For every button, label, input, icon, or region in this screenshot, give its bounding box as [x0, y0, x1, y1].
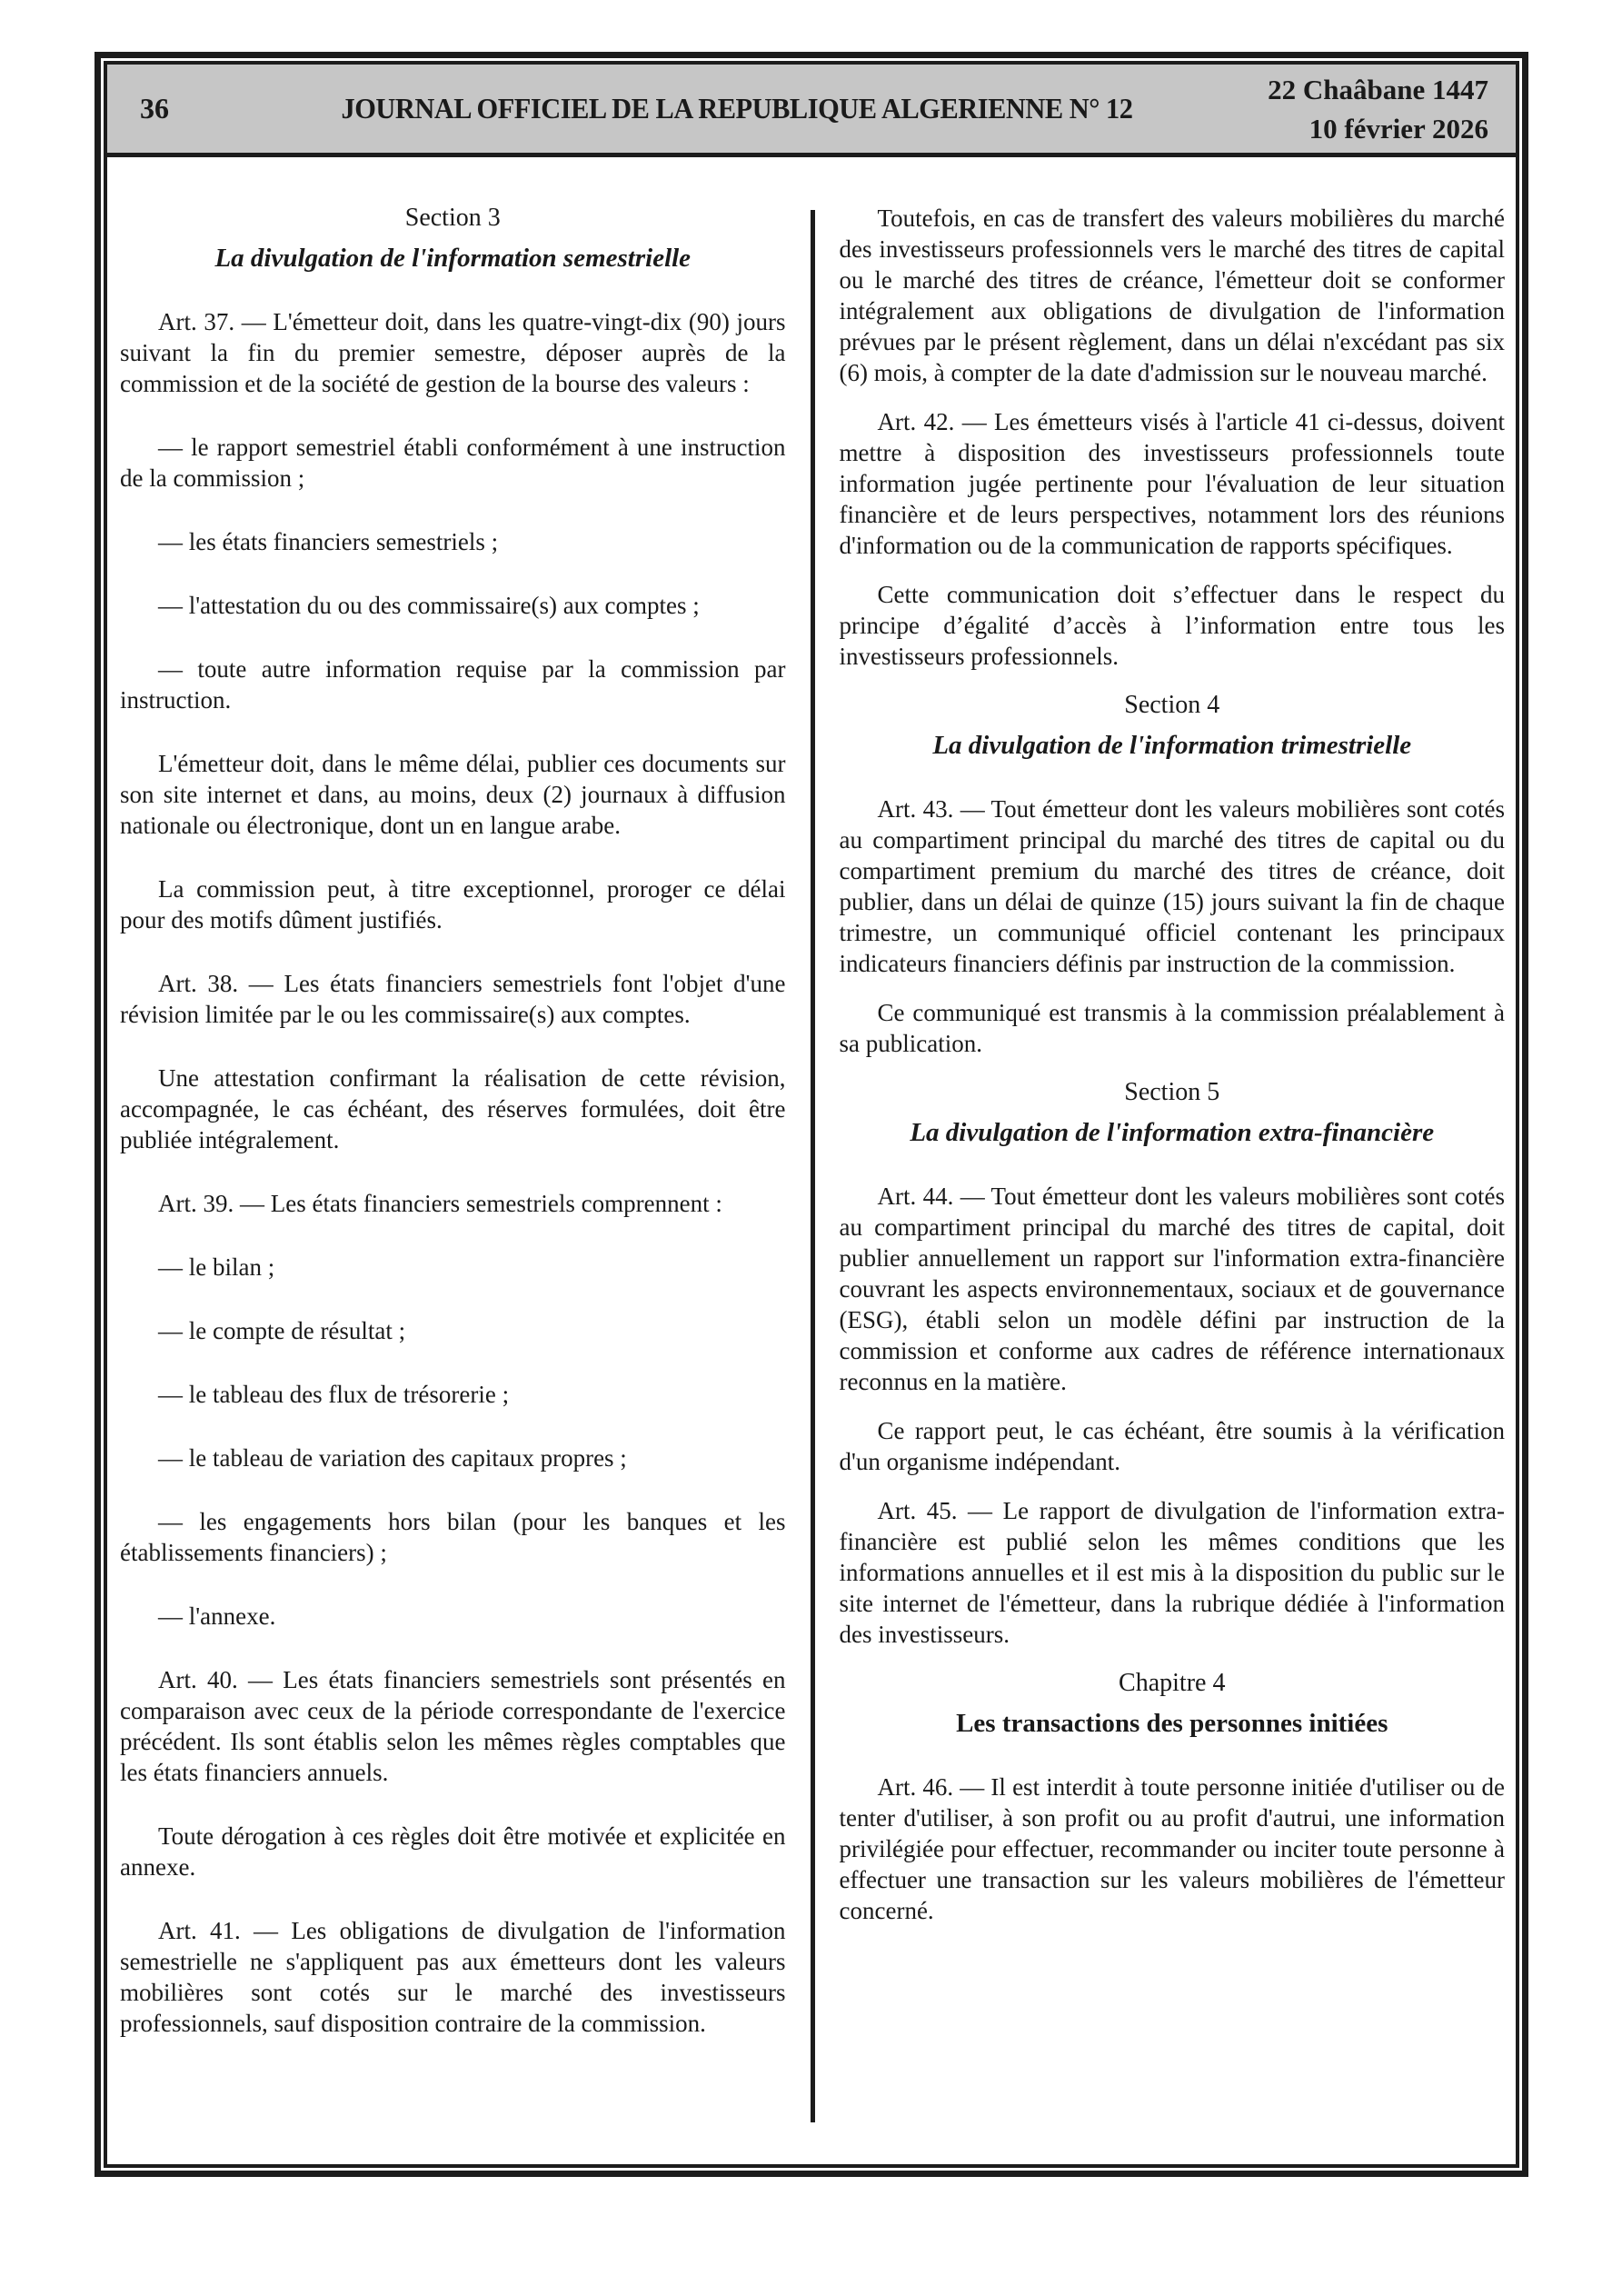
article-paragraph: Ce rapport peut, le cas échéant, être soumis à la vérification d'un organisme indépendant.: [839, 1417, 1505, 1475]
article-paragraph: — le tableau de variation des capitaux propres ;: [158, 1444, 627, 1472]
page-content: [107, 157, 1516, 2164]
page-frame-outer: [95, 52, 1528, 2177]
section-subtitle: La divulgation de l'information semestrielle: [214, 244, 692, 273]
article-paragraph: — le bilan ;: [158, 1253, 275, 1281]
date-hijri: 22 Chaâbane 1447: [1268, 73, 1488, 105]
section-subtitle: La divulgation de l'information trimestrielle: [932, 731, 1412, 760]
article-paragraph: Art. 43. — Tout émetteur dont les valeurs mobilières sont cotés au compartiment principal du marché des titres de capital ou du compartiment premium du marché des titres de créance, doit publier, dans un délai de quinze (15) jours suivant la fin de chaque trimestre, un communiqué officiel contenant les principaux indicateurs financiers définis par instruction de la commission.: [839, 795, 1505, 977]
article-paragraph: Art. 46. — Il est interdit à toute personne initiée d'utiliser ou de tenter d'utiliser, à son profit ou au profit d'autrui, une information privilégiée pour effectuer, recommander ou inciter toute personne à effectuer une transaction sur les valeurs mobilières de l'émetteur concerné.: [839, 1773, 1505, 1924]
article-paragraph: Ce communiqué est transmis à la commission préalablement à sa publication.: [839, 999, 1505, 1057]
column-right: [840, 203, 1506, 2164]
header-dates: [1189, 70, 1516, 148]
page-frame-inner: [104, 61, 1519, 2168]
article-paragraph: — toute autre information requise par la commission par instruction.: [120, 655, 786, 714]
article-paragraph: Cette communication doit s’effectuer dans le respect du principe d’égalité d’accès à l’information entre tous les investisseurs professionnels.: [839, 581, 1505, 670]
article-paragraph: — le compte de résultat ;: [158, 1317, 406, 1344]
chapter-subtitle: Les transactions des personnes initiées: [956, 1709, 1388, 1738]
page-number: 36: [140, 92, 169, 125]
article-paragraph: — l'annexe.: [158, 1602, 276, 1630]
article-paragraph: La commission peut, à titre exceptionnel, proroger ce délai pour des motifs dûment justifiés.: [120, 875, 786, 933]
section-subtitle: La divulgation de l'information extra-financière: [910, 1118, 1435, 1147]
header-band: [107, 65, 1516, 157]
article-paragraph: Art. 44. — Tout émetteur dont les valeurs mobilières sont cotés au compartiment principal du marché des titres de capital, doit publier annuellement un rapport sur l'information extra-financière couvrant les aspects environnementaux, sociaux et de gouvernance (ESG), établi selon un modèle défini par instruction de la commission et conforme aux cadres de référence internationaux reconnus en la matière.: [839, 1183, 1505, 1395]
date-gregorian: 10 février 2026: [1309, 112, 1488, 145]
article-paragraph: Toutefois, en cas de transfert des valeurs mobilières du marché des investisseurs professionnels vers le marché des titres de capital ou le marché des titres de créance, l'émetteur doit se conformer intégralement aux obligations de divulgation de l'information prévues par le présent règlement, dans un délai n'excédant pas six (6) mois, à compter de la date d'admission sur le nouveau marché.: [839, 205, 1505, 386]
article-paragraph: Toute dérogation à ces règles doit être motivée et explicitée en annexe.: [120, 1822, 786, 1881]
article-paragraph: — les états financiers semestriels ;: [158, 528, 499, 555]
article-paragraph: Art. 38. — Les états financiers semestriels font l'objet d'une révision limitée par le ou les commissaire(s) aux comptes.: [120, 970, 786, 1028]
column-left: [120, 203, 786, 2164]
article-paragraph: L'émetteur doit, dans le même délai, publier ces documents sur son site internet et dans, au moins, deux (2) journaux à diffusion nationale ou électronique, dont un en langue arabe.: [120, 750, 786, 839]
article-paragraph: — l'attestation du ou des commissaire(s) aux comptes ;: [158, 592, 700, 619]
article-paragraph: — le rapport semestriel établi conformément à une instruction de la commission ;: [120, 434, 786, 492]
article-paragraph: Art. 39. — Les états financiers semestriels comprennent :: [158, 1190, 722, 1217]
article-paragraph: — les engagements hors bilan (pour les banques et les établissements financiers) ;: [120, 1508, 786, 1566]
section-heading: Section 3: [404, 204, 501, 232]
article-paragraph: Art. 42. — Les émetteurs visés à l'article 41 ci-dessus, doivent mettre à disposition des investisseurs professionnels toute information jugée pertinente pour l'évaluation de leur situation financière et de leurs perspectives, notamment lors des réunions d'information ou de la communication de rapports spécifiques.: [839, 408, 1505, 559]
article-paragraph: — le tableau des flux de trésorerie ;: [158, 1381, 510, 1408]
section-heading: Chapitre 4: [1119, 1669, 1226, 1697]
article-paragraph: Art. 40. — Les états financiers semestriels sont présentés en comparaison avec ceux de la période correspondante de l'exercice précédent. Ils sont établis selon les mêmes règles comptables que les états financiers annuels.: [120, 1666, 786, 1786]
column-divider-rule: [811, 210, 815, 2122]
section-heading: Section 4: [1124, 691, 1220, 719]
section-heading: Section 5: [1124, 1078, 1220, 1106]
article-paragraph: Art. 45. — Le rapport de divulgation de l'information extra-financière est publié selon les mêmes conditions que les informations annuelles et il est mis à la disposition du public sur le site internet de l'émetteur, dans la rubrique dédiée à l'information des investisseurs.: [839, 1497, 1505, 1648]
article-paragraph: Art. 41. — Les obligations de divulgation de l'information semestrielle ne s'appliquent pas aux émetteurs dont les valeurs mobilières sont cotés sur le marché des investisseurs professionnels, sauf disposition contraire de la commission.: [120, 1917, 786, 2037]
journal-title: JOURNAL OFFICIEL DE LA REPUBLIQUE ALGERIENNE N° 12: [341, 92, 1133, 125]
article-paragraph: Une attestation confirmant la réalisation de cette révision, accompagnée, le cas échéant, des réserves formulées, doit être publiée intégralement.: [120, 1064, 786, 1153]
article-paragraph: Art. 37. — L'émetteur doit, dans les quatre-vingt-dix (90) jours suivant la fin du premier semestre, déposer auprès de la commission et de la société de gestion de la bourse des valeurs :: [120, 308, 786, 397]
